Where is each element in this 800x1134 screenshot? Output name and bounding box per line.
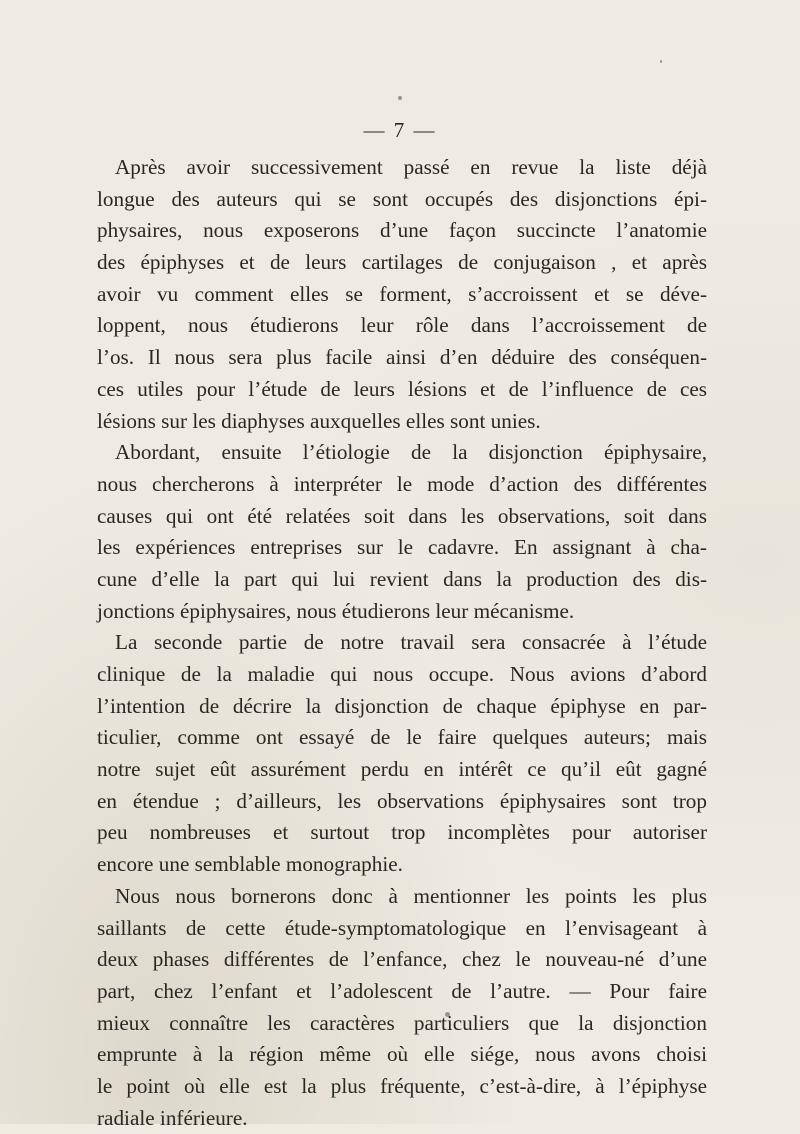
page-number: — 7 —	[363, 118, 437, 142]
text-line: nous chercherons à interpréter le mode d’action des différentes	[97, 471, 707, 496]
text-line: encore une semblable monographie.	[97, 852, 403, 877]
text-line: les expériences entreprises sur le cadavre. En assignant à cha-	[97, 535, 707, 560]
text-line: ces utiles pour l’étude de leurs lésions et de l’influence de ces	[97, 376, 707, 401]
text-line: Après avoir successivement passé en revue la liste déjà	[115, 155, 707, 179]
text-line: des épiphyses et de leurs cartilages de conjugaison , et après	[97, 250, 707, 275]
text-line: physaires, nous exposerons d’une façon succincte l’anatomie	[97, 218, 707, 243]
text-line: l’intention de décrire la disjonction de chaque épiphyse en par-	[97, 693, 707, 718]
text-line: l’os. Il nous sera plus facile ainsi d’en déduire des conséquen-	[97, 345, 707, 370]
text-line: Nous nous bornerons donc à mentionner les points les plus	[115, 883, 707, 908]
text-line: longue des auteurs qui se sont occupés des disjonctions épi-	[97, 186, 707, 211]
text-line: loppent, nous étudierons leur rôle dans l’accroissement de	[97, 313, 707, 338]
ink-speck	[398, 96, 402, 100]
text-line: part, chez l’enfant et l’adolescent de l’autre. — Pour faire	[97, 978, 707, 1003]
text-line: radiale inférieure.	[97, 1105, 248, 1130]
text-line: peu nombreuses et surtout trop incomplètes pour autoriser	[97, 820, 707, 845]
text-line: notre sujet eût assurément perdu en intérêt ce qu’il eût gagné	[97, 757, 707, 782]
text-line: emprunte à la région même où elle siége, nous avons choisi	[97, 1042, 707, 1067]
text-line: causes qui ont été relatées soit dans les observations, soit dans	[97, 503, 707, 528]
text-line: mieux connaître les caractères particuliers que la disjonction	[97, 1010, 707, 1035]
text-line: le point où elle est la plus fréquente, c’est-à-dire, à l’épiphyse	[97, 1073, 707, 1098]
text-line: La seconde partie de notre travail sera consacrée à l’étude	[115, 630, 707, 655]
text-line: avoir vu comment elles se forment, s’accroissent et se déve-	[97, 281, 707, 306]
text-line: jonctions épiphysaires, nous étudierons leur mécanisme.	[97, 598, 575, 623]
text-line: en étendue ; d’ailleurs, les observations épiphysaires sont trop	[97, 788, 707, 813]
text-line: clinique de la maladie qui nous occupe. Nous avions d’abord	[97, 662, 707, 686]
text-line: lésions sur les diaphyses auxquelles elles sont unies.	[97, 408, 541, 433]
text-line: cune d’elle la part qui lui revient dans la production des dis-	[97, 566, 707, 591]
text-line: saillants de cette étude-symptomatologique en l’envisageant à	[97, 915, 707, 940]
text-line: Abordant, ensuite l’étiologie de la disjonction épiphysaire,	[115, 440, 707, 465]
text-line: ticulier, comme ont essayé de le faire quelques auteurs; mais	[97, 725, 707, 750]
text-line: deux phases différentes de l’enfance, chez le nouveau-né d’une	[97, 947, 707, 972]
body-text	[97, 152, 707, 1134]
ink-speck	[660, 60, 662, 63]
